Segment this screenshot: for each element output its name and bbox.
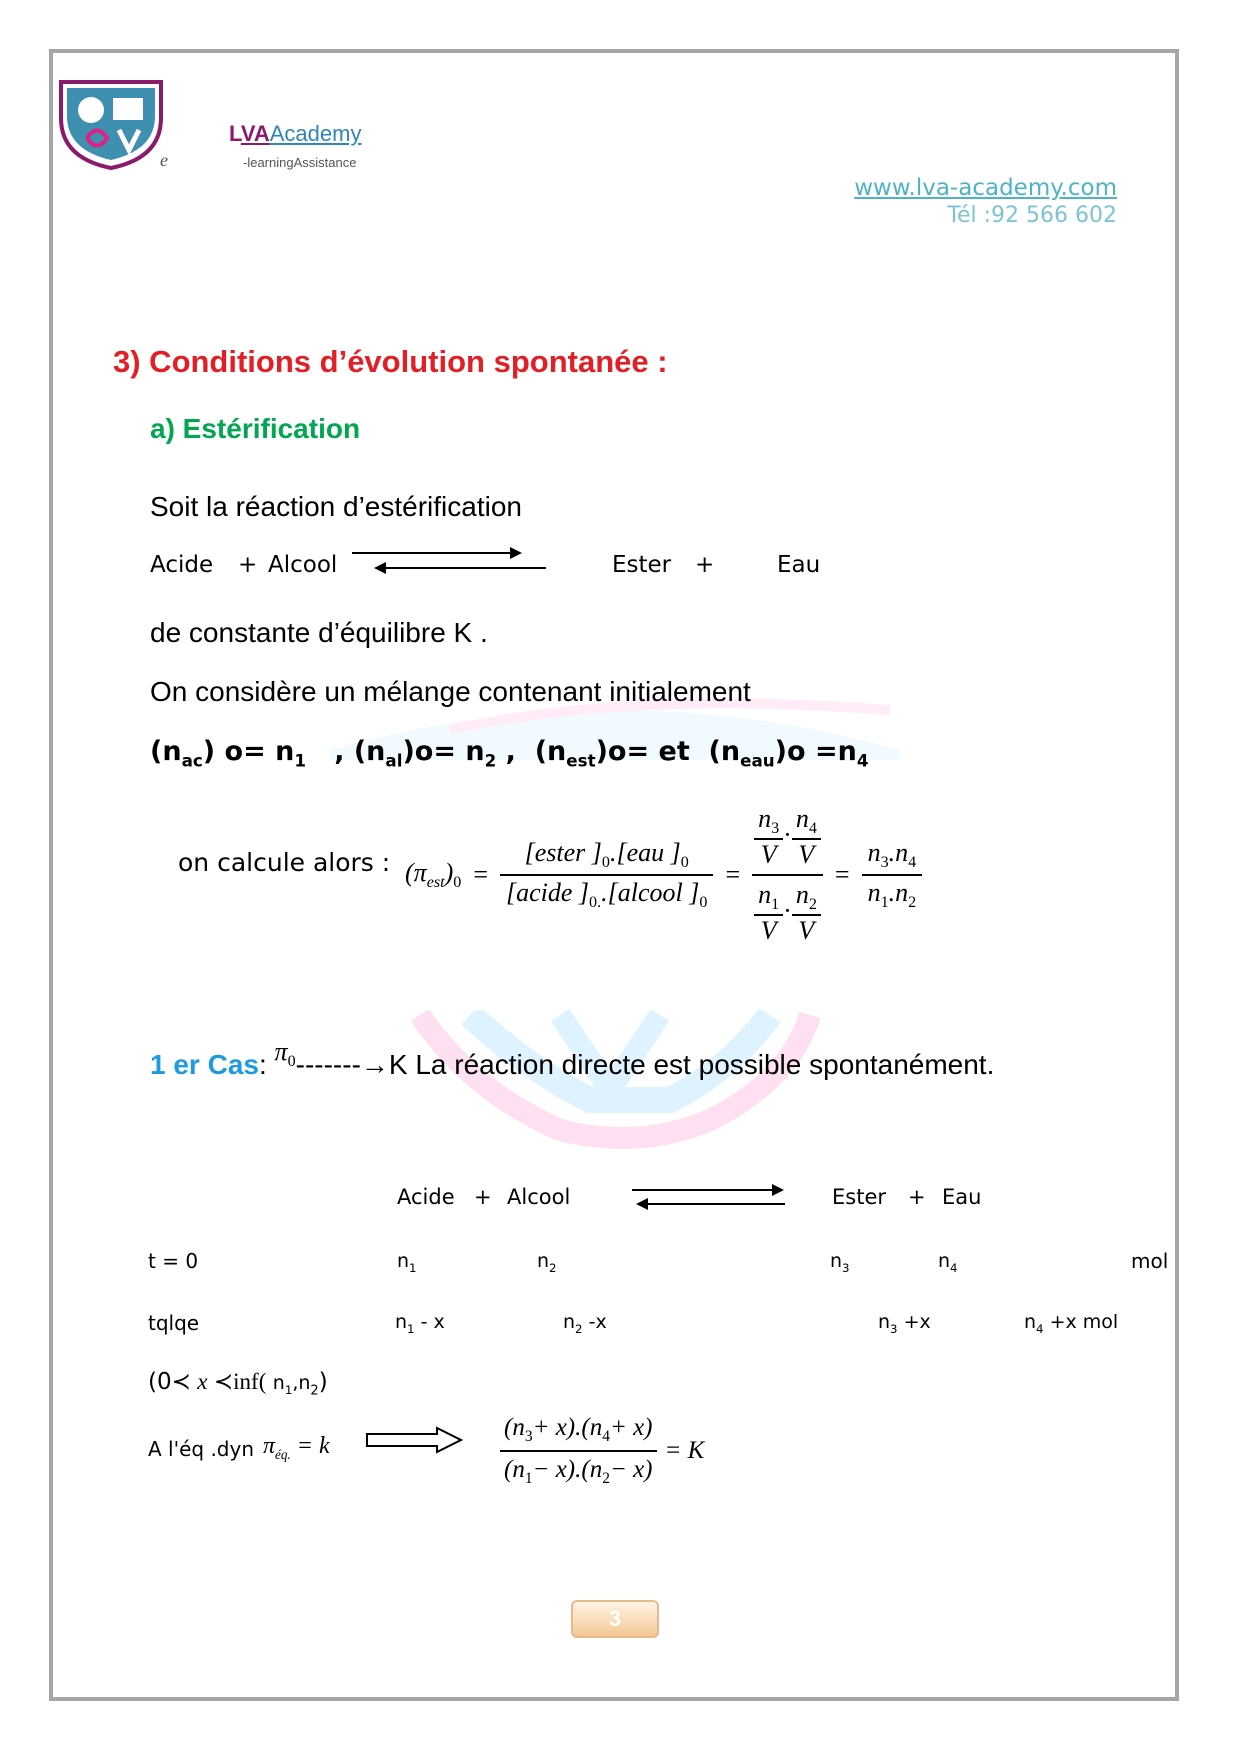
tq-n4-sub: 4: [1036, 1321, 1044, 1336]
case-1-line: [150, 1037, 995, 1085]
row-t0-label: t = 0: [148, 1249, 199, 1273]
acide-conc: [acide ]: [506, 878, 590, 907]
tq-n4-plus-mol: +x mol: [1043, 1311, 1119, 1333]
quotient-formula: [405, 800, 922, 950]
eqf-num-open: (n: [504, 1414, 525, 1441]
amount-volume-fraction: [752, 800, 823, 950]
row-tqlqe-n4: [1024, 1311, 1118, 1336]
cond-n1: [272, 1372, 293, 1397]
pi-est: [405, 858, 461, 892]
eqdyn-eq-k: = k: [296, 1433, 330, 1459]
n4-letter: n: [795, 803, 809, 833]
section-subtitle: a) Estérification: [150, 413, 361, 444]
eqf-eq-K: = K: [664, 1437, 705, 1464]
table-plus-1: +: [474, 1185, 492, 1209]
n4b-sub: 4: [908, 854, 917, 871]
phone-number: Tél :92 566 602: [947, 203, 1117, 228]
n3b-sub: 3: [880, 854, 889, 871]
n4-sub: 4: [856, 750, 869, 771]
ester-sub: 0: [601, 854, 610, 871]
neau-open: (n: [708, 736, 741, 767]
case-1-text: -------→K La réaction directe est possible spontanément.: [295, 1049, 995, 1080]
table-alcool: Alcool: [507, 1185, 571, 1209]
eqdyn-pi: [263, 1433, 330, 1463]
t0-n3-sub: 3: [842, 1260, 850, 1275]
eqdyn-label: A l'éq .dyn: [148, 1437, 255, 1461]
brand-academy: Academy: [269, 121, 362, 146]
table-plus-2: +: [908, 1185, 926, 1209]
n3-index: 3: [771, 820, 780, 837]
v-2: V: [798, 840, 815, 869]
website-link[interactable]: www.lva-academy.com: [854, 175, 1117, 201]
tq-n2-letter: n: [563, 1311, 576, 1333]
nac-sub: ac: [181, 750, 203, 771]
row-tqlqe-n3: [878, 1311, 931, 1336]
t0-n1-letter: n: [397, 1250, 410, 1272]
row-tqlqe-label: tqlqe: [148, 1311, 200, 1335]
n2b-sub: 2: [908, 894, 917, 912]
brand-va: VA: [240, 121, 270, 146]
cond-inf: inf(: [233, 1369, 267, 1394]
table-ester: Ester: [832, 1185, 886, 1209]
tq-n4-letter: n: [1024, 1311, 1037, 1333]
brand-subtitle: -learningAssistance: [243, 155, 357, 170]
nest-open: (n: [534, 736, 567, 767]
reaction-eau: Eau: [777, 552, 821, 578]
eqf-n4-sub: 4: [602, 1428, 610, 1445]
row-t0-n2: [537, 1250, 557, 1275]
case-1-pi-sub: 0: [287, 1053, 296, 1071]
t0-n4-letter: n: [938, 1250, 951, 1272]
table-acide: Acide: [397, 1185, 455, 1209]
v-4: V: [798, 916, 815, 946]
cond-open: (0: [148, 1369, 172, 1395]
page-number: 3: [608, 1606, 622, 1631]
brand-l: L: [229, 121, 241, 146]
eqf-den-mid: − x).(n: [532, 1456, 603, 1483]
case-1-pi-symbol: π: [274, 1037, 288, 1066]
nal-open: , (n: [334, 736, 386, 767]
n3b: n: [867, 837, 881, 867]
cond-n2-sub: 2: [310, 1383, 319, 1399]
equilibrium-formula: [500, 1410, 704, 1492]
equals-2: =: [725, 860, 741, 889]
eqf-den-end: − x): [609, 1456, 653, 1483]
n1-letter: n: [758, 880, 772, 909]
nest-value: )o= et: [595, 736, 690, 767]
table-eau: Eau: [942, 1185, 982, 1209]
initial-amounts: [150, 736, 868, 770]
acide-sub: 0.: [589, 894, 602, 912]
brand-name: [229, 121, 361, 147]
tq-n3-plus: +x: [897, 1311, 931, 1333]
alcool-conc: .[alcool ]: [601, 878, 700, 907]
eqf-num-end: + x): [609, 1414, 653, 1441]
neau-sub: eau: [740, 750, 775, 771]
reaction-plus: +: [238, 552, 258, 578]
n2-sub: 2: [484, 750, 497, 771]
tq-n2-sub: 2: [575, 1321, 583, 1336]
pi-close: ): [444, 857, 454, 887]
logo-e: e: [160, 150, 168, 170]
section-title: 3) Conditions d’évolution spontanée :: [113, 344, 668, 379]
n1b: n: [867, 878, 881, 907]
cond-n2: ,n: [292, 1372, 311, 1394]
v-3: V: [760, 916, 777, 946]
equilibrium-fraction: [500, 1414, 657, 1488]
row-t0-n3: [830, 1250, 850, 1275]
tq-n3-sub: 3: [890, 1321, 898, 1336]
reaction-alcool: Alcool: [268, 552, 338, 578]
num-product: .n: [888, 837, 909, 867]
cond-prec-1: ≺: [171, 1369, 191, 1394]
paragraph-constant: de constante d’équilibre K .: [150, 617, 488, 648]
ester-conc: [ester ]: [524, 837, 602, 867]
n1b-sub: 1: [880, 894, 889, 912]
nal-value: )o= n: [402, 736, 485, 767]
n3-letter: n: [758, 803, 772, 833]
paragraph-intro: Soit la réaction d’estérification: [150, 491, 522, 522]
init-comma: ,: [505, 736, 516, 767]
condition-line: [148, 1368, 328, 1399]
n1-sub: 1: [294, 750, 306, 771]
row-t0-mol: mol: [1131, 1249, 1169, 1273]
neau-value: )o =n: [774, 736, 857, 767]
equilibrium-arrow-icon: [350, 543, 550, 578]
table-equilibrium-arrow-icon: [630, 1180, 790, 1215]
tq-n3-letter: n: [878, 1311, 891, 1333]
calc-label: on calcule alors :: [178, 848, 391, 877]
nest-sub: est: [566, 750, 596, 771]
alcool-sub: 0: [699, 894, 708, 912]
eqf-n3-sub: 3: [524, 1428, 533, 1445]
implies-arrow-icon: [365, 1426, 465, 1454]
t0-n2-sub: 2: [549, 1260, 557, 1275]
amount-fraction: [862, 836, 923, 914]
lva-logo-icon: [57, 78, 165, 170]
row-tqlqe-n1: [395, 1311, 445, 1336]
nal-sub: al: [385, 750, 403, 771]
cond-n1-sub: 1: [284, 1382, 293, 1397]
dot-1: ·: [783, 819, 792, 849]
case-1-colon: :: [258, 1049, 267, 1080]
tq-n1-sub: 1: [407, 1321, 415, 1336]
tq-n2-minus: -x: [582, 1311, 607, 1333]
concentration-fraction: [500, 836, 713, 914]
pi-est-sub: est: [426, 874, 445, 892]
n2-index: 2: [808, 896, 817, 914]
eqdyn-pi-symbol: π: [263, 1433, 276, 1459]
eqf-den-open: (n: [504, 1456, 525, 1483]
v-1: V: [760, 840, 777, 869]
case-1-pi: [274, 1037, 296, 1071]
eqf-n2-sub: 2: [602, 1470, 610, 1487]
eqf-num-mid: + x).(n: [532, 1414, 603, 1441]
row-tqlqe-n2: [563, 1311, 607, 1336]
t0-n4-sub: 4: [950, 1260, 958, 1275]
pi-zero-sub: 0: [453, 874, 462, 892]
t0-n1-sub: 1: [409, 1260, 417, 1275]
reaction-plus-2: +: [695, 552, 715, 578]
n4-index: 4: [808, 820, 817, 837]
cond-n1-letter: n: [272, 1372, 285, 1394]
paragraph-mixture: On considère un mélange contenant initialement: [150, 676, 751, 707]
equals-1: =: [473, 860, 488, 889]
row-t0-n1: [397, 1250, 417, 1275]
cond-prec-2: ≺: [213, 1369, 234, 1394]
nac-open: (n: [150, 736, 182, 767]
reaction-acide: Acide: [150, 552, 214, 578]
tq-n1-letter: n: [395, 1311, 408, 1333]
tq-n1-minus: - x: [414, 1311, 445, 1333]
n2-letter: n: [795, 880, 809, 909]
cond-close: ): [318, 1369, 328, 1395]
n1-index: 1: [771, 896, 780, 914]
eqf-n1-sub: 1: [524, 1470, 533, 1487]
row-t0-n4: [938, 1250, 958, 1275]
t0-n3-letter: n: [830, 1250, 843, 1272]
dot-2: ·: [783, 896, 792, 926]
equals-3: =: [834, 860, 850, 889]
nac-value: ) o= n: [202, 736, 295, 767]
den-product: .n: [888, 878, 909, 907]
cond-x: x: [197, 1369, 208, 1394]
t0-n2-letter: n: [537, 1250, 550, 1272]
eqdyn-pi-sub: éq.: [275, 1446, 291, 1462]
reaction-ester: Ester: [612, 552, 672, 578]
eau-sub: 0: [680, 854, 689, 871]
pi-symbol: (π: [405, 857, 427, 887]
eau-conc: .[eau ]: [609, 837, 681, 867]
case-1-label: 1 er Cas: [150, 1049, 259, 1080]
